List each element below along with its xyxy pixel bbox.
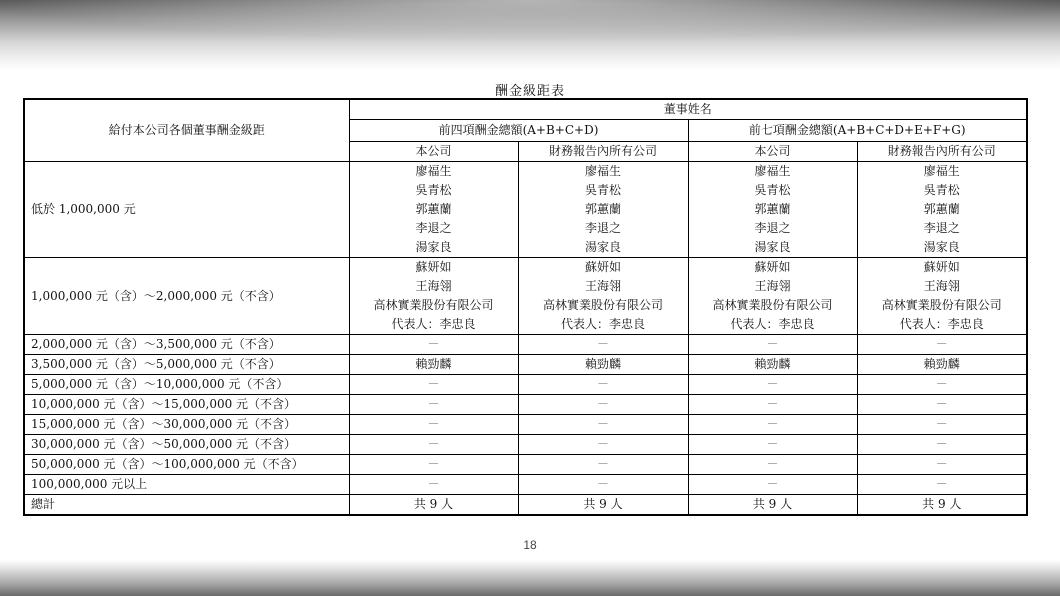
range-cell: 2,000,000 元（含）～3,500,000 元（不含） <box>24 335 349 355</box>
director-name: 廖福生 <box>754 164 791 178</box>
director-name: 賴勁麟 <box>923 357 960 371</box>
names-cell <box>349 258 518 335</box>
range-cell: 低於 1,000,000 元 <box>24 162 349 258</box>
names-cell <box>518 395 688 415</box>
names-cell <box>349 355 518 375</box>
range-cell: 10,000,000 元（含）～15,000,000 元（不含） <box>24 395 349 415</box>
names-cell <box>349 335 518 355</box>
names-cell <box>688 395 857 415</box>
empty-dash: － <box>596 337 609 351</box>
names-cell <box>857 375 1027 395</box>
director-name: 廖福生 <box>415 164 452 178</box>
director-name: 廖福生 <box>923 164 960 178</box>
names-cell <box>857 162 1027 258</box>
names-cell <box>688 375 857 395</box>
range-cell: 100,000,000 元以上 <box>24 475 349 495</box>
names-cell <box>688 455 857 475</box>
names-cell <box>518 162 688 258</box>
names-cell <box>349 495 518 516</box>
group-header-seven-items: 前七項酬金總額(A+B+C+D+E+F+G) <box>688 120 1027 142</box>
names-cell <box>349 435 518 455</box>
empty-dash: － <box>427 377 440 391</box>
table-row <box>24 435 1027 455</box>
table-row <box>24 335 1027 355</box>
range-cell: 50,000,000 元（含）～100,000,000 元（不含） <box>24 455 349 475</box>
empty-dash: － <box>427 477 440 491</box>
empty-dash: － <box>427 437 440 451</box>
names-cell <box>857 335 1027 355</box>
director-name: 王海翎 <box>754 279 791 293</box>
names-cell <box>518 375 688 395</box>
director-name: 李退之 <box>923 221 960 235</box>
names-cell <box>518 355 688 375</box>
director-name: 郭蕙蘭 <box>584 202 621 216</box>
range-cell: 5,000,000 元（含）～10,000,000 元（不含） <box>24 375 349 395</box>
empty-dash: － <box>935 457 948 471</box>
director-name: 蘇妍如 <box>415 260 452 274</box>
names-cell <box>349 415 518 435</box>
empty-dash: － <box>766 397 779 411</box>
empty-dash: － <box>766 417 779 431</box>
table-row <box>24 415 1027 435</box>
names-cell <box>518 455 688 475</box>
director-name: 廖福生 <box>584 164 621 178</box>
director-name: 高林實業股份有限公司 <box>373 298 494 312</box>
range-cell: 3,500,000 元（含）～5,000,000 元（不含） <box>24 355 349 375</box>
director-name: 郭蕙蘭 <box>754 202 791 216</box>
range-cell: 總計 <box>24 495 349 516</box>
director-name: 高林實業股份有限公司 <box>542 298 663 312</box>
director-name: 湯家良 <box>923 240 960 254</box>
group-header-four-items: 前四項酬金總額(A+B+C+D) <box>349 120 688 142</box>
table-row <box>24 375 1027 395</box>
director-name: 代表人：李忠良 <box>560 317 645 331</box>
director-name: 王海翎 <box>923 279 960 293</box>
document-title: 酬金級距表 <box>494 84 565 99</box>
background-blur-top <box>0 0 1060 70</box>
director-name: 高林實業股份有限公司 <box>881 298 1002 312</box>
names-cell <box>518 335 688 355</box>
empty-dash: － <box>935 397 948 411</box>
director-name: 湯家良 <box>754 240 791 254</box>
director-name: 郭蕙蘭 <box>923 202 960 216</box>
names-cell <box>518 415 688 435</box>
names-cell <box>688 162 857 258</box>
empty-dash: － <box>427 337 440 351</box>
empty-dash: － <box>596 377 609 391</box>
names-cell <box>857 455 1027 475</box>
director-name: 共 9 人 <box>752 497 793 511</box>
sub-header-all-companies: 財務報告內所有公司 <box>857 142 1027 162</box>
names-cell <box>349 395 518 415</box>
director-name: 吳青松 <box>415 183 452 197</box>
names-cell <box>857 495 1027 516</box>
range-cell: 15,000,000 元（含）～30,000,000 元（不含） <box>24 415 349 435</box>
director-name: 吳青松 <box>923 183 960 197</box>
empty-dash: － <box>596 417 609 431</box>
director-name: 湯家良 <box>584 240 621 254</box>
names-cell <box>688 435 857 455</box>
names-cell <box>518 495 688 516</box>
director-name: 蘇妍如 <box>584 260 621 274</box>
names-cell <box>688 258 857 335</box>
range-cell: 1,000,000 元（含）～2,000,000 元（不含） <box>24 258 349 335</box>
names-cell <box>349 475 518 495</box>
director-name: 王海翎 <box>584 279 621 293</box>
names-cell <box>857 475 1027 495</box>
names-cell <box>688 475 857 495</box>
director-name: 李退之 <box>415 221 452 235</box>
empty-dash: － <box>935 477 948 491</box>
director-name: 吳青松 <box>754 183 791 197</box>
director-name: 共 9 人 <box>583 497 623 511</box>
names-cell <box>518 435 688 455</box>
director-name: 共 9 人 <box>413 497 454 511</box>
empty-dash: － <box>935 437 948 451</box>
names-cell <box>857 258 1027 335</box>
empty-dash: － <box>766 457 779 471</box>
empty-dash: － <box>596 397 609 411</box>
empty-dash: － <box>596 477 609 491</box>
director-name: 代表人：李忠良 <box>899 317 984 331</box>
director-name: 蘇妍如 <box>754 260 791 274</box>
director-name: 賴勁麟 <box>754 357 791 371</box>
names-cell <box>518 475 688 495</box>
names-cell <box>349 375 518 395</box>
names-cell <box>518 258 688 335</box>
director-name: 吳青松 <box>584 183 621 197</box>
table-row <box>24 395 1027 415</box>
range-header: 給付本公司各個董事酬金級距 <box>24 99 349 162</box>
names-cell <box>688 495 857 516</box>
empty-dash: － <box>935 377 948 391</box>
table-row <box>24 495 1027 516</box>
names-cell <box>857 415 1027 435</box>
sub-header-all-companies: 財務報告內所有公司 <box>518 142 688 162</box>
empty-dash: － <box>935 417 948 431</box>
names-cell <box>349 162 518 258</box>
names-cell <box>349 455 518 475</box>
names-cell <box>688 335 857 355</box>
table-row <box>24 355 1027 375</box>
director-name: 共 9 人 <box>922 497 962 511</box>
names-cell <box>688 355 857 375</box>
table-row <box>24 162 1027 258</box>
background-blur-bottom <box>0 560 1060 596</box>
director-name: 賴勁麟 <box>415 357 452 371</box>
director-names-header: 董事姓名 <box>349 99 1027 120</box>
empty-dash: － <box>596 457 609 471</box>
names-cell <box>857 395 1027 415</box>
empty-dash: － <box>766 337 779 351</box>
table-row <box>24 455 1027 475</box>
table-row <box>24 475 1027 495</box>
director-name: 賴勁麟 <box>584 357 621 371</box>
empty-dash: － <box>427 457 440 471</box>
director-name: 高林實業股份有限公司 <box>712 298 833 312</box>
sub-header-company: 本公司 <box>688 142 857 162</box>
empty-dash: － <box>596 437 609 451</box>
names-cell <box>688 415 857 435</box>
empty-dash: － <box>935 337 948 351</box>
table-row <box>24 258 1027 335</box>
range-cell: 30,000,000 元（含）～50,000,000 元（不含） <box>24 435 349 455</box>
empty-dash: － <box>766 477 779 491</box>
names-cell <box>857 355 1027 375</box>
names-cell <box>857 435 1027 455</box>
director-name: 李退之 <box>584 221 621 235</box>
director-name: 王海翎 <box>415 279 452 293</box>
remuneration-table <box>23 98 1028 516</box>
empty-dash: － <box>766 437 779 451</box>
empty-dash: － <box>766 377 779 391</box>
director-name: 湯家良 <box>415 240 452 254</box>
empty-dash: － <box>427 397 440 411</box>
sub-header-company: 本公司 <box>349 142 518 162</box>
document-page <box>0 70 1060 560</box>
director-name: 蘇妍如 <box>923 260 960 274</box>
empty-dash: － <box>427 417 440 431</box>
director-name: 李退之 <box>754 221 791 235</box>
page-number: 18 <box>523 538 537 552</box>
director-name: 代表人：李忠良 <box>730 317 815 331</box>
director-name: 郭蕙蘭 <box>415 202 452 216</box>
director-name: 代表人：李忠良 <box>391 317 476 331</box>
